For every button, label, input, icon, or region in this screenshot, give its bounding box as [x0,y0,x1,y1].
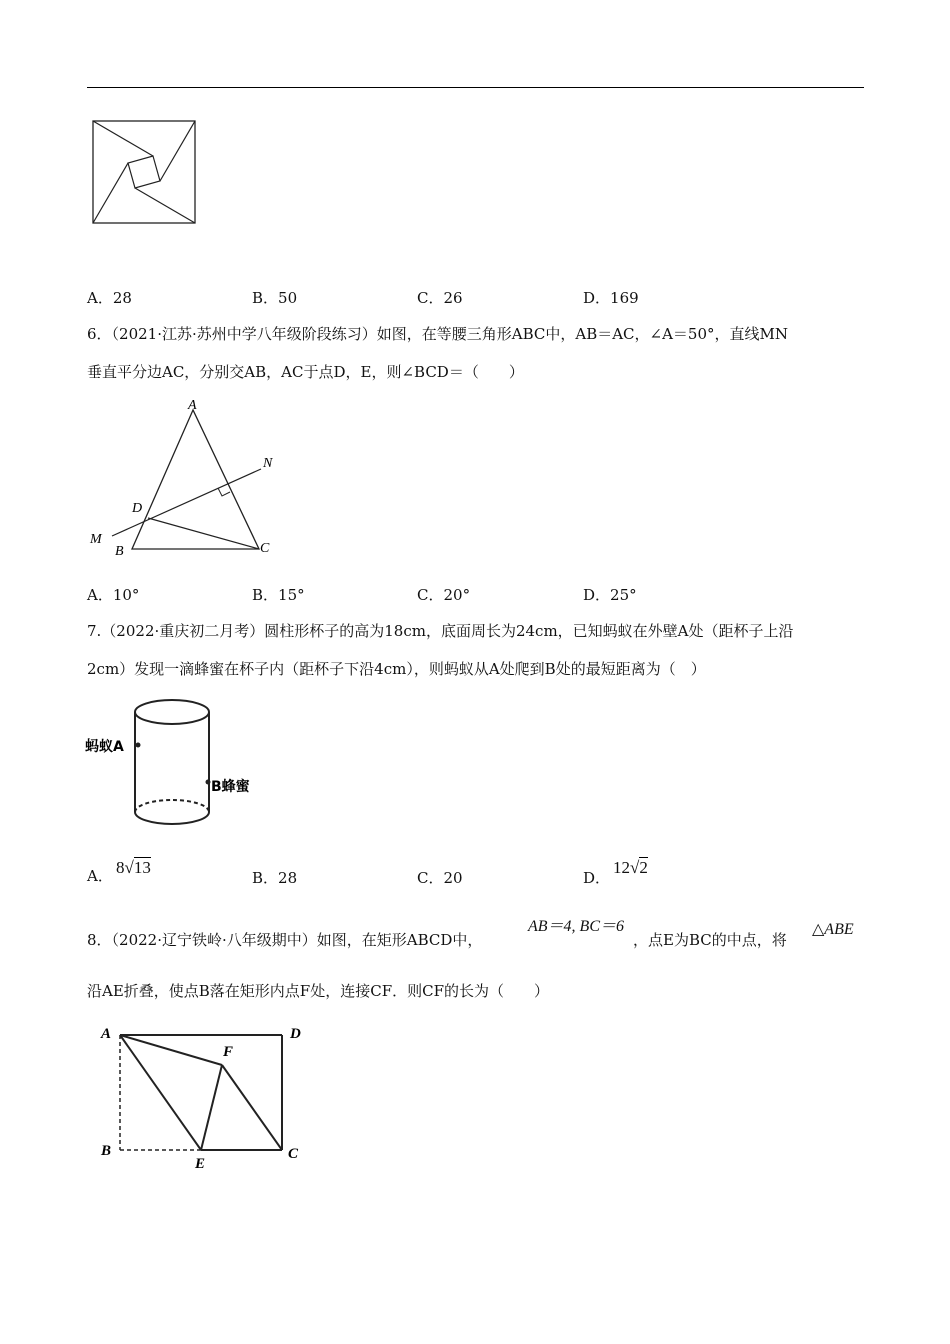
q5-option-c: C．26 [417,289,463,307]
q8-rectangle-figure [95,1020,315,1184]
q8-text-line1-prefix: 8．（2022·辽宁铁岭·八年级期中）如图，在矩形ABCD中， [87,931,483,949]
q6-option-c: C．20° [417,586,471,604]
q6-text-line1: 6．（2021·江苏·苏州中学八年级阶段练习）如图，在等腰三角形ABC中，AB＝AC，∠A＝50°，直线MN [87,325,789,343]
q7-option-a-value [116,858,151,878]
q8-text-line2: 沿AE折叠，使点B落在矩形内点F处，连接CF．则CF的长为（ ） [87,982,549,1000]
q8-label-e: E [195,1156,206,1172]
q6-option-b: B．15° [252,586,305,604]
q8-label-f: F [223,1044,234,1060]
q6-option-d: D．25° [583,586,637,604]
q7-option-a-prefix: A． [87,867,113,885]
q6-text-line2: 垂直平分边AC，分别交AB，AC于点D，E，则∠BCD＝（ ） [87,363,524,381]
q6-option-a: A．10° [87,586,140,604]
q7-option-a-radicand: 13 [133,858,151,877]
q5-option-a: A．28 [87,289,132,307]
q8-triangle-abe: △ABE [812,921,854,938]
q7-option-a-coef: 8 [116,858,125,877]
q6-label-c: C [260,541,270,556]
q6-label-b: B [115,544,124,559]
q7-option-d-coef: 12 [613,858,630,877]
q7-cylinder-figure [85,694,265,838]
q7-option-a [87,866,113,886]
q7-option-d-prefix: D． [583,869,611,887]
q5-option-d: D．169 [583,289,639,307]
q6-triangle-figure [85,395,285,569]
q5-option-b: B．50 [252,289,298,307]
q5-square-figure [91,119,197,229]
q7-option-c: C．20 [417,869,463,887]
q8-label-b: B [101,1143,112,1159]
sqrt-symbol: √ [630,858,640,877]
sqrt-symbol: √ [124,858,134,877]
q8-label-a: A [101,1026,112,1042]
q6-label-n: N [263,456,273,471]
q7-text-line2: 2cm）发现一滴蜂蜜在杯子内（距杯子下沿4cm），则蚂蚁从A处爬到B处的最短距离为（ ） [87,660,706,678]
q8-text-line1-mid: ，点E为BC的中点，将 [633,931,787,949]
q7-label-honey: B蜂蜜 [211,779,250,795]
q6-label-a: A [188,398,197,413]
q8-label-c: C [288,1146,299,1162]
q6-label-d: D [132,501,143,516]
q7-option-d-radicand: 2 [639,858,648,877]
q7-option-d [583,868,610,888]
q7-option-b: B．28 [252,869,298,887]
q7-label-ant: 蚂蚁A [85,739,124,755]
q7-option-d-value [613,858,648,878]
q8-given-values: AB＝4, BC＝6 [528,918,624,935]
header-rule [87,87,864,88]
q7-text-line1: 7.（2022·重庆初二月考）圆柱形杯子的高为18cm，底面周长为24cm，已知蚂蚁在外壁A处（距杯子上沿 [87,622,794,640]
q6-label-m: M [90,532,102,547]
q8-label-d: D [290,1026,301,1042]
